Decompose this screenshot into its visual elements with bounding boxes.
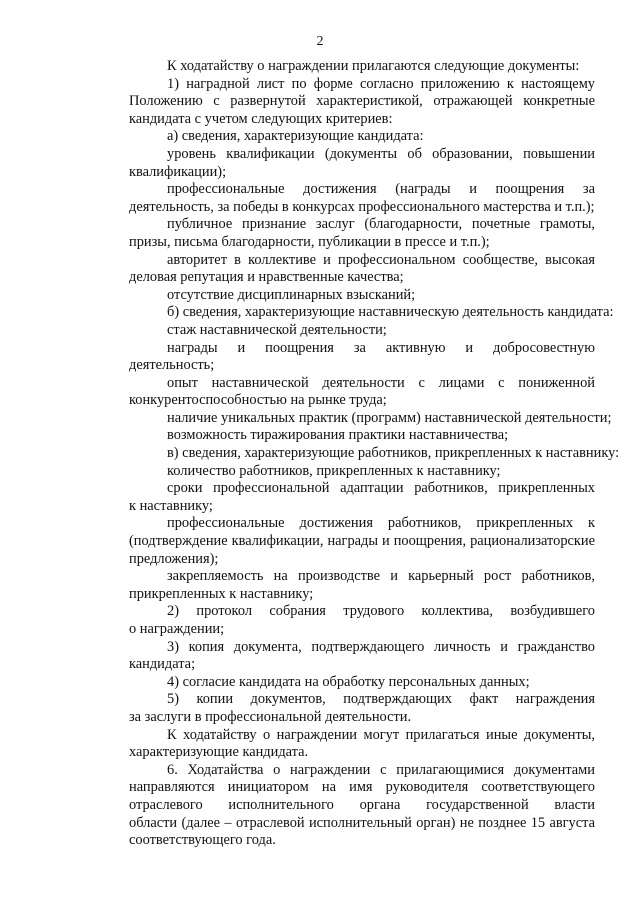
text-line: профессиональные достижения работников, прикрепленных к [167,515,595,532]
paragraph [91,252,595,287]
paragraph [91,304,614,322]
paragraph [91,727,595,762]
text-line: отсутствие дисциплинарных взысканий; [167,286,416,303]
text-line: соответствующего года. [129,832,276,849]
text-line: предложения); [129,550,219,567]
text-line: призы, письма благодарности, публикации в прессе и т.п.); [129,233,490,250]
paragraph [91,515,595,568]
paragraph [91,639,595,674]
paragraph [91,76,595,129]
text-line: К ходатайству о награждении прилагаются следующие документы: [167,58,580,74]
text-line: к наставнику; [129,497,213,514]
paragraph [91,146,595,181]
text-line: публичное признание заслуг (благодарности, почетные грамоты, [167,216,595,233]
text-line: 2) протокол собрания трудового коллектива, возбудившего [167,603,595,620]
text-line: области (далее – отраслевой исполнительный орган) не позднее 15 августа [129,814,595,831]
text-line: деятельность, за победы в конкурсах профессионального мастерства и т.п.); [129,198,595,215]
text-line: отраслевого исполнительного органа государственной власти [129,796,595,813]
text-line: (подтверждение квалификации, награды и поощрения, рационализаторские [129,533,595,550]
paragraph [91,480,595,515]
text-line: кандидата с учетом следующих критериев: [129,110,393,127]
paragraph [91,445,620,463]
text-line: наличие уникальных практик (программ) наставнической деятельности; [167,409,612,426]
text-line: в) сведения, характеризующие работников, прикрепленных к наставнику: [167,445,620,462]
paragraph [91,691,595,726]
text-line: а) сведения, характеризующие кандидата: [167,128,424,145]
text-line: 6. Ходатайства о награждении с прилагающимися документами [167,761,595,778]
text-line: деятельность; [129,357,215,374]
page-number: 2 [316,34,324,49]
text-line: сроки профессиональной адаптации работников, прикрепленных [167,480,595,497]
text-line: за заслуги в профессиональной деятельности. [129,708,412,725]
paragraph [91,287,595,305]
paragraph [91,427,595,445]
paragraph [91,568,595,603]
text-line: награды и поощрения за активную и добросовестную [167,339,595,356]
text-line: авторитет в коллективе и профессиональном сообществе, высокая [167,251,595,268]
paragraph [91,409,612,428]
text-line: закрепляемость на производстве и карьерный рост работников, [167,568,595,585]
text-line: возможность тиражирования практики наставничества; [167,427,509,444]
paragraph [91,128,595,146]
text-line: стаж наставнической деятельности; [167,321,387,338]
paragraph [91,603,595,638]
text-line: уровень квалификации (документы об образовании, повышении [167,145,595,162]
text-line: опыт наставнической деятельности с лицами с пониженной [167,374,595,391]
text-line: 1) наградной лист по форме согласно приложению к настоящему [167,75,595,92]
document-body [91,58,620,850]
paragraph [91,181,595,216]
paragraph [91,762,595,850]
text-line: количество работников, прикрепленных к наставнику; [167,462,501,479]
paragraph [91,674,595,692]
text-line: 4) согласие кандидата на обработку персональных данных; [167,673,530,690]
text-line: 5) копии документов, подтверждающих факт награждения [167,691,595,708]
text-line: К ходатайству о награждении могут прилагаться иные документы, [167,726,595,743]
text-line: кандидата; [129,656,196,673]
text-line: 3) копия документа, подтверждающего личность и гражданство [167,638,595,655]
text-line: о награждении; [129,621,225,637]
text-line: б) сведения, характеризующие наставническую деятельность кандидата: [167,304,614,321]
text-line: направляются инициатором на имя руководителя соответствующего [129,779,595,796]
text-line: конкурентоспособностью на рынке труда; [129,392,387,409]
text-line: деловая репутация и нравственные качества; [129,269,404,286]
paragraph [91,463,595,481]
text-line: характеризующие кандидата. [129,744,309,761]
paragraph [91,216,595,251]
text-line: Положению с развернутой характеристикой, отражающей конкретные [129,93,595,110]
paragraph [91,340,595,375]
text-line: прикрепленных к наставнику; [129,585,314,602]
paragraph [91,58,595,76]
text-line: профессиональные достижения (награды и поощрения за [167,181,595,198]
paragraph [91,375,595,410]
paragraph [91,322,595,340]
text-line: квалификации); [129,163,227,180]
